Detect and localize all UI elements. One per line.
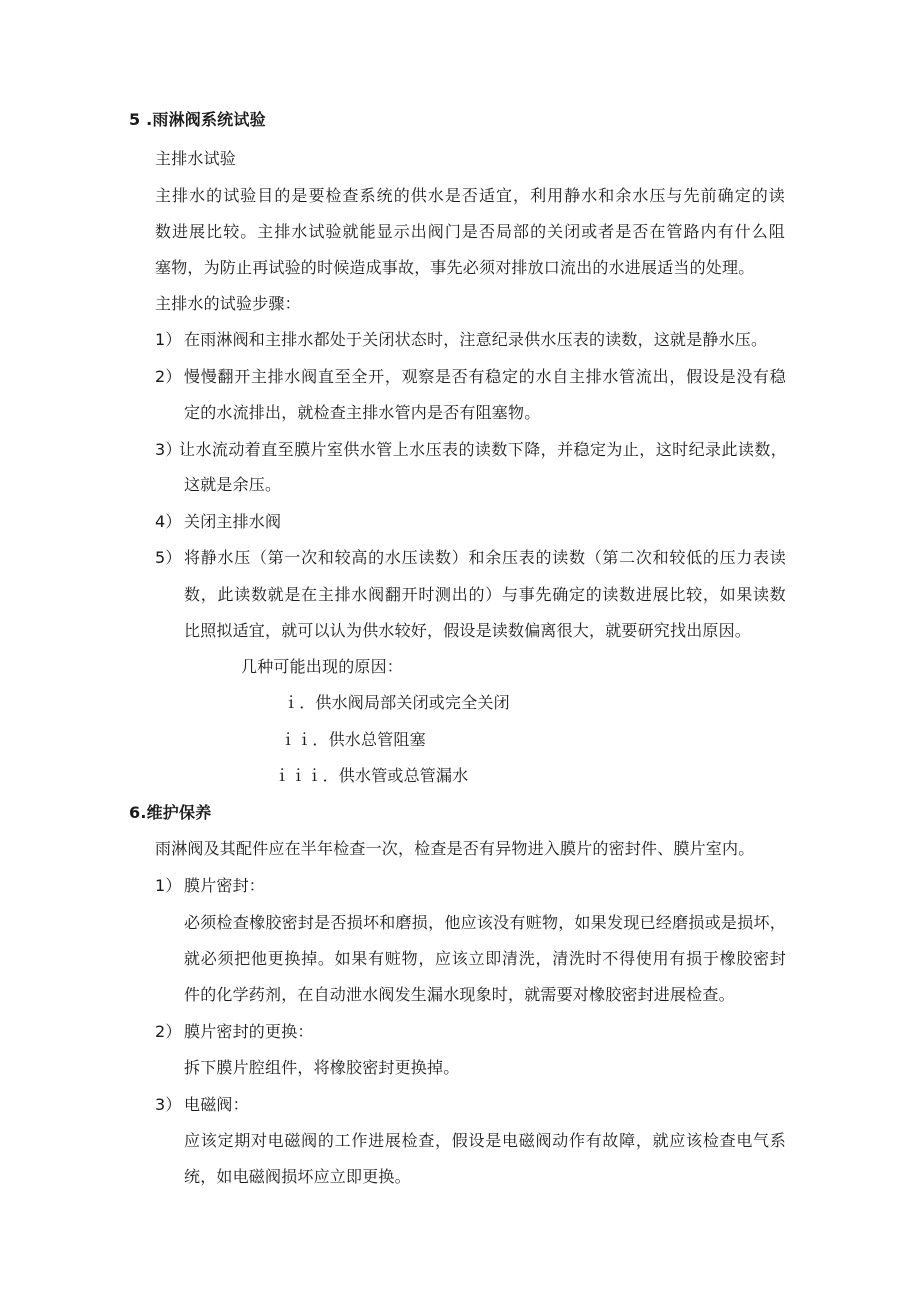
step-number: 2） — [155, 367, 182, 386]
section-6-intro: 雨淋阀及其配件应在半年检查一次，检查是否有异物进入膜片的密封件、膜片室内。 — [155, 839, 755, 858]
section-5-intro-line: 塞物，为防止再试验的时候造成事故，事先必须对排放口流出的水进展适当的处理。 — [155, 258, 755, 277]
step-text: 这就是余压。 — [184, 475, 282, 494]
causes-title: 几种可能出现的原因： — [241, 657, 404, 676]
item-text: 必须检查橡胶密封是否损坏和磨损，他应该没有赃物，如果发现已经磨损或是损坏， — [184, 913, 786, 932]
section-5-title: 5 .雨淋阀系统试验 — [129, 110, 266, 129]
step-number: 5） — [155, 548, 182, 567]
step-text: 比照拟适宜，就可以认为供水较好，假设是读数偏离很大，就要研究找出原因。 — [184, 621, 752, 640]
step-text: 数，此读数就是在主排水阀翻开时测出的）与事先确定的读数进展比较，如果读数 — [184, 585, 786, 604]
item-number: 3） — [155, 1095, 182, 1114]
step-text: 慢慢翻开主排水阀直至全开，观察是否有稳定的水自主排水管流出，假设是没有稳 — [184, 367, 786, 386]
item-text: 统，如电磁阀损坏应立即更换。 — [184, 1167, 411, 1186]
item-text: 应该定期对电磁阀的工作进展检查，假设是电磁阀动作有故障，就应该检查电气系 — [184, 1131, 786, 1150]
item-label: 膜片密封的更换： — [184, 1022, 314, 1041]
section-5-intro-line: 数进展比较。主排水试验就能显示出阀门是否局部的关闭或者是否在管路内有什么阻 — [155, 222, 785, 241]
steps-title: 主排水的试验步骤： — [155, 294, 301, 313]
cause-item: ｉ．供水阀局部关闭或完全关闭 — [283, 693, 510, 712]
item-label: 膜片密封： — [184, 876, 266, 895]
item-number: 1） — [155, 876, 182, 895]
step-number: 3） — [155, 440, 182, 459]
section-6-title: 6.维护保养 — [129, 803, 212, 822]
item-number: 2） — [155, 1022, 182, 1041]
step-text: 将静水压（第一次和较高的水压读数）和余压表的读数（第二次和较低的压力表读 — [184, 548, 786, 567]
step-text: 定的水流排出，就检查主排水管内是否有阻塞物。 — [184, 403, 541, 422]
item-text: 拆下膜片腔组件，将橡胶密封更换掉。 — [184, 1058, 460, 1077]
step-text: 在雨淋阀和主排水都处于关闭状态时，注意纪录供水压表的读数，这就是静水压。 — [184, 330, 768, 349]
cause-item: ｉｉｉ．供水管或总管漏水 — [274, 766, 469, 785]
item-label: 电磁阀： — [184, 1095, 249, 1114]
section-5-subtitle: 主排水试验 — [155, 149, 237, 168]
step-text: 关闭主排水阀 — [184, 512, 282, 531]
step-text: 让水流动着直至膜片室供水管上水压表的读数下降，并稳定为止，这时纪录此读数， — [179, 440, 787, 459]
item-text: 就必须把他更换掉。如果有赃物，应该立即清洗，清洗时不得使用有损于橡胶密封 — [184, 949, 786, 968]
item-text: 件的化学药剂，在自动泄水阀发生漏水现象时，就需要对橡胶密封进展检查。 — [184, 985, 735, 1004]
section-5-intro-line: 主排水的试验目的是要检查系统的供水是否适宜，利用静水和余水压与先前确定的读 — [155, 186, 785, 205]
cause-item: ｉｉ．供水总管阻塞 — [280, 730, 426, 749]
step-number: 4） — [155, 512, 182, 531]
step-number: 1） — [155, 330, 182, 349]
